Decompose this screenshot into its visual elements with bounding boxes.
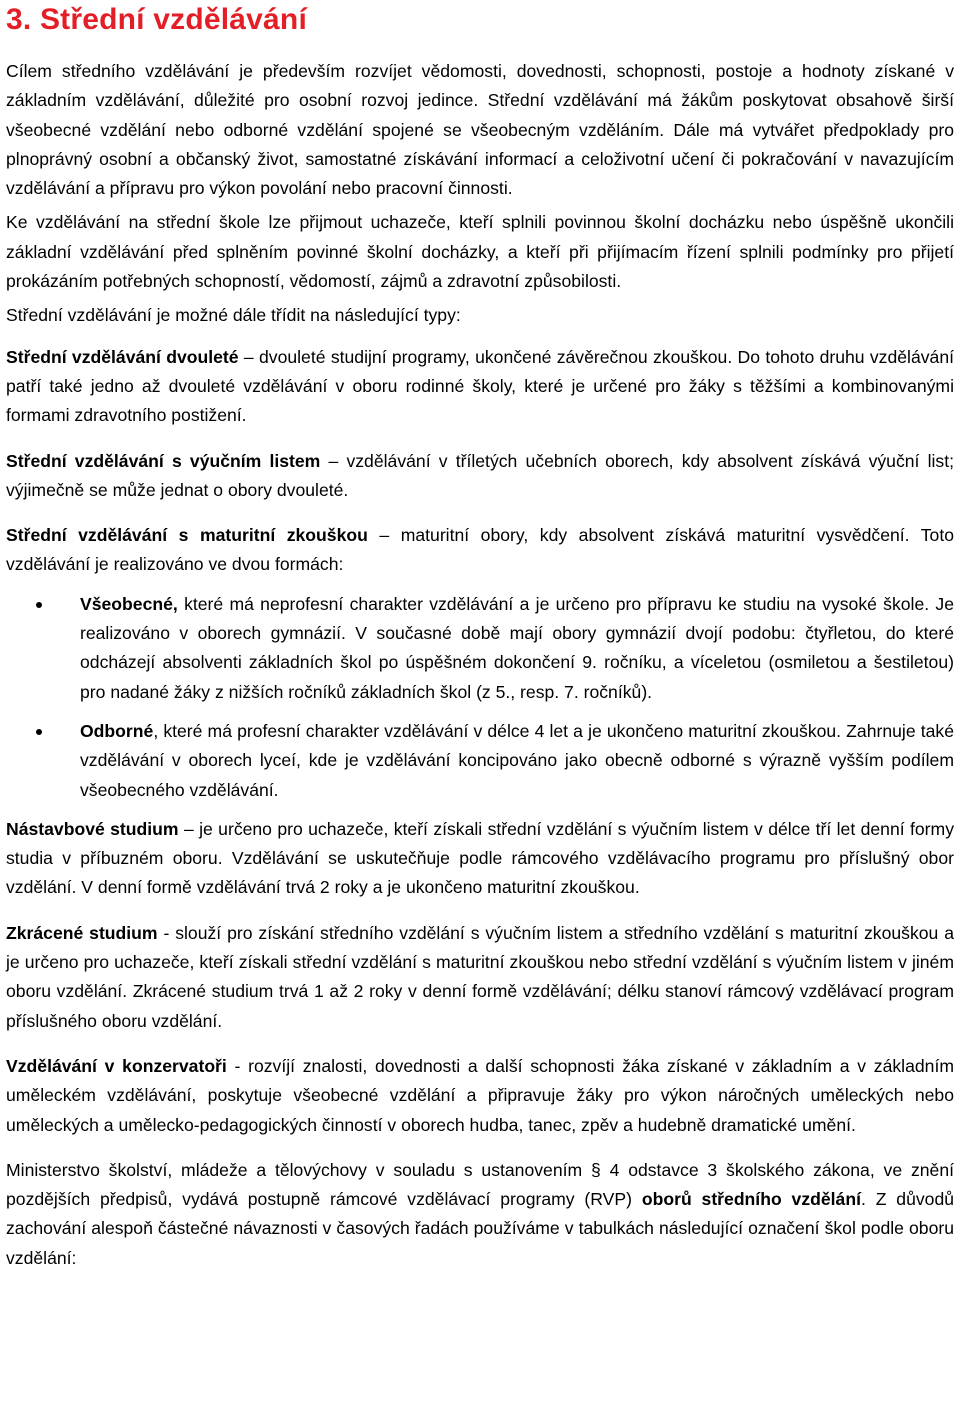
ministry-text-before: Ministerstvo školství, mládeže a tělovýchovy v souladu s ustanovením § 4 odstavce 3 školského zákona, ve znění pozdějších předpisů, vydává postupně rámcové vzdělávací programy (RVP) [6, 1159, 954, 1210]
conservatory-text: - rozvíjí znalosti, dovednosti a další schopnosti žáka získané v základním a v základním uměleckém vzdělávání, poskytuje všeobecné vzdělání a připravuje žáky pro výkon náročných uměleckých nebo uměleckých a umělecko-pedagogických činností v oborech hudba, tanec, zpěv a hudebně dramatické umění. [6, 1055, 954, 1135]
apprentice-term: Střední vzdělávání s výučním listem [6, 450, 321, 471]
maturita-paragraph [6, 521, 954, 580]
admission-paragraph: Ke vzdělávání na střední škole lze přijmout uchazeče, kteří splnili povinnou školní docházku nebo úspěšně ukončili základní vzdělávání před splněním povinné školní docházky, a kteří při přijímacím řízení splnili podmínky pro přijetí prokázáním potřebných schopností, vědomostí, zájmů a zdravotní způsobilosti. [6, 212, 954, 292]
follow-up-paragraph [6, 815, 954, 903]
follow-up-text: – je určeno pro uchazeče, kteří získali střední vzdělání s výučním listem v délce tří let denní formy studia v příbuzném oboru. Vzdělávání se uskutečňuje podle rámcového vzdělávacího programu pro příslušný obor vzdělání. V denní formě vzdělávání trvá 2 roky a je ukončeno maturitní zkouškou. [6, 818, 954, 898]
bullet-icon [36, 729, 42, 735]
two-year-paragraph [6, 343, 954, 431]
form-text-vocational: , které má profesní charakter vzdělávání v délce 4 let a je ukončeno maturitní zkouškou. Zahrnuje také vzdělávání v oborech lyceí, kde je vzdělávání koncipováno jako obecně odborné s výrazně vyšším podílem všeobecného vzdělávání. [80, 720, 954, 800]
two-year-text: – dvouleté studijní programy, ukončené závěrečnou zkouškou. Do tohoto druhu vzdělávání patří také jedno až dvouleté vzdělávání v oboru rodinné školy, které je určené pro žáky s těžšími a kombinovanými formami zdravotního postižení. [6, 346, 954, 426]
section-heading: 3. Střední vzdělávání [6, 3, 307, 36]
list-item [6, 590, 954, 707]
maturita-term: Střední vzdělávání s maturitní zkouškou [6, 525, 368, 546]
apprentice-text: – vzdělávání v tříletých učebních oborech, kdy absolvent získává výuční list; výjimečně se může jednat o obory dvouleté. [6, 450, 954, 500]
shortened-paragraph [6, 919, 954, 1036]
list-item [6, 717, 954, 805]
maturita-text: – maturitní obory, kdy absolvent získává maturitní vysvědčení. Toto vzdělávání je realizováno ve dvou formách: [6, 525, 954, 575]
two-year-term: Střední vzdělávání dvouleté [6, 346, 239, 367]
apprentice-paragraph [6, 447, 954, 506]
follow-up-term: Nástavbové studium [6, 818, 179, 839]
shortened-term: Zkrácené studium [6, 922, 158, 943]
form-term-vocational: Odborné [80, 720, 154, 741]
intro-paragraph: Cílem středního vzdělávání je především rozvíjet vědomosti, dovednosti, schopnosti, postoje a hodnoty získané v základním vzdělávání, důležité pro osobní rozvoj jedince. Střední vzdělávání má žákům poskytovat obsahově širší všeobecné vzdělání nebo odborné vzdělání spojené se všeobecným vzděláním. Dále má vytvářet předpoklady pro plnoprávný osobní a občanský život, samostatné získávání informací a celoživotní učení či pokračování v navazujícím vzdělávání a přípravu pro výkon povolání nebo pracovní činnosti. [6, 61, 954, 199]
bullet-icon [36, 602, 42, 608]
ministry-paragraph [6, 1156, 954, 1273]
shortened-text: - slouží pro získání středního vzdělání s výučním listem a středního vzdělání s maturitní zkouškou a je určeno pro uchazeče, kteří získali střední vzdělání s maturitní zkouškou nebo střední vzdělání s výučním listem v jiném oboru vzdělání. Zkrácené studium trvá 1 až 2 roky v denní formě vzdělávání; délku stanoví rámcový vzdělávací program příslušného oboru vzdělání. [6, 922, 954, 1031]
form-text-general: které má neprofesní charakter vzdělávání a je určeno pro přípravu ke studiu na vysoké škole. Je realizováno v oborech gymnázií. V současné době mají obory gymnázií dvojí podobu: čtyřletou, do které odcházejí absolventi základních škol po úspěšném dokončení 9. ročníku, a víceletou (osmiletou a šestiletou) pro nadané žáky z nižších ročníků základních škol (z 5., resp. 7. ročníků). [80, 593, 954, 702]
form-term-general: Všeobecné, [80, 593, 178, 614]
ministry-text-after: . Z důvodů zachování alespoň částečné návaznosti v časových řadách používáme v tabulkách následující označení škol podle oboru vzdělání: [6, 1189, 955, 1268]
ministry-term: oborů středního vzdělání [641, 1189, 861, 1210]
types-intro-paragraph: Střední vzdělávání je možné dále třídit na následující typy: [6, 305, 461, 326]
conservatory-paragraph [6, 1052, 954, 1140]
forms-list [6, 590, 954, 805]
conservatory-term: Vzdělávání v konzervatoři [6, 1055, 227, 1076]
